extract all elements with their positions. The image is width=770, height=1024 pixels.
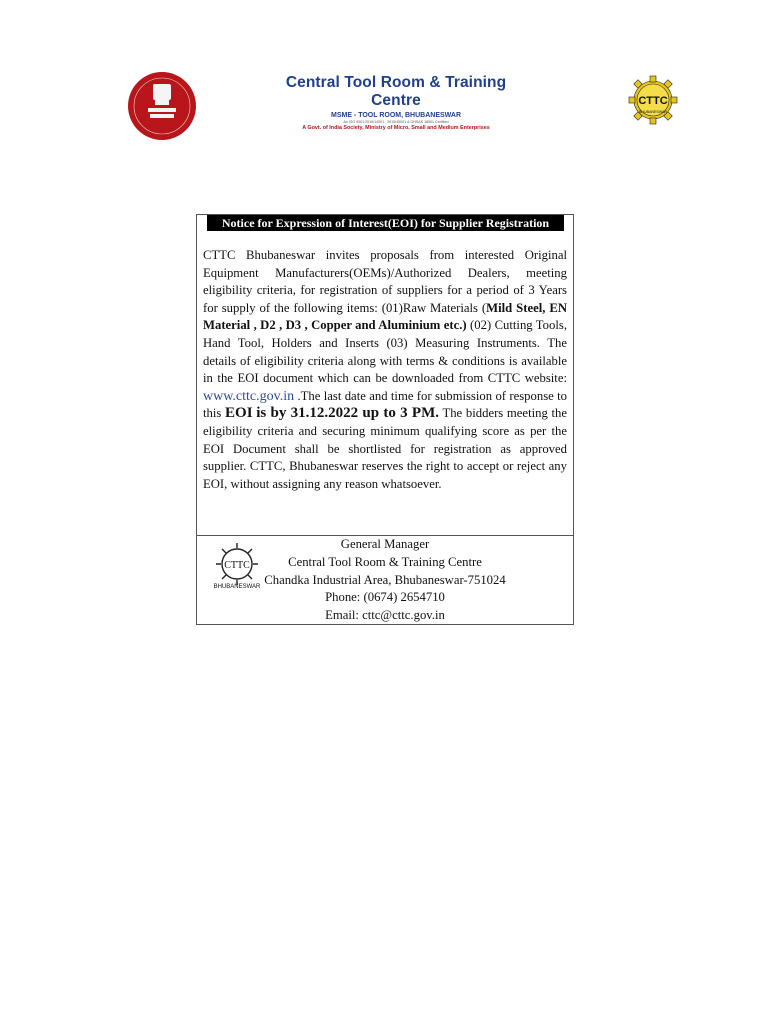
notice-paragraph-2: (02) Cutting Tools, Hand Tool, Holders and Inserts (03) Measuring Instruments. The details of eligibility criteria along with terms & conditions is available in the EOI document which can be downloaded from CTTC website: <box>203 318 567 386</box>
stamp-ring-text: BHUBANESWAR <box>213 584 261 590</box>
signatory-address: Chandka Industrial Area, Bhubaneswar-751024 <box>264 572 506 587</box>
emblem-icon <box>128 72 196 140</box>
notice-paragraph-1: CTTC Bhubaneswar invites proposals from interested Original Equipment Manufacturers(OEMs)/Authorized Dealers, meeting eligibility criteria, for registration of suppliers for a period of 3 Years for supply of the following items: (01)Raw Materials ( <box>203 248 567 315</box>
logo-ring-text: BHUBANESWAR <box>638 110 668 114</box>
logo-text: CTTC <box>638 95 668 107</box>
signatory-designation: General Manager <box>340 537 430 551</box>
notice-body <box>203 247 567 493</box>
govt-affiliation-line: A Govt. of India Society, Ministry of Micro, Small and Medium Enterprises <box>302 125 490 131</box>
institute-header <box>262 74 530 131</box>
eoi-notice-box <box>196 214 574 625</box>
msme-emblem-logo <box>128 72 196 140</box>
certification-line: An ISO 9001:2015/14001 : 2015/45001 & OHSAS 18001 Certified <box>343 120 449 124</box>
notice-paragraph-3: .The last date and time for submission of response to this <box>203 388 567 421</box>
institute-title: Central Tool Room & Training Centre <box>285 74 507 109</box>
signatory-organization: Central Tool Room & Training Centre <box>288 554 482 569</box>
notice-paragraph-4: The bidders meeting the eligibility criteria and securing minimum qualifying score as per the EOI Document shall be shortlisted for registration as approved supplier. CTTC, Bhubaneswar reserves the right to accept or reject any EOI, without assigning any reason whatsoever. <box>203 406 567 491</box>
notice-title: Notice for Expression of Interest(EOI) for Supplier Registration <box>207 215 564 231</box>
deadline-bold: is by 31.12.2022 up to 3 PM. <box>256 405 439 422</box>
signature-block <box>197 536 573 625</box>
cttc-gear-logo-icon <box>628 74 678 126</box>
stamp-text: CTTC <box>224 560 250 571</box>
eoi-bold: EOI <box>225 405 253 422</box>
notice-raw-materials-bold: Mild Steel, EN Material , D2 , D3 , Copper and Aluminium etc.) <box>203 300 567 333</box>
signatory-phone: Phone: (0674) 2654710 <box>325 590 445 605</box>
website-link[interactable]: www.cttc.gov.in <box>203 388 295 404</box>
signatory-email: Email: cttc@cttc.gov.in <box>325 608 445 623</box>
institute-subtitle: MSME - TOOL ROOM, BHUBANESWAR <box>330 112 462 119</box>
